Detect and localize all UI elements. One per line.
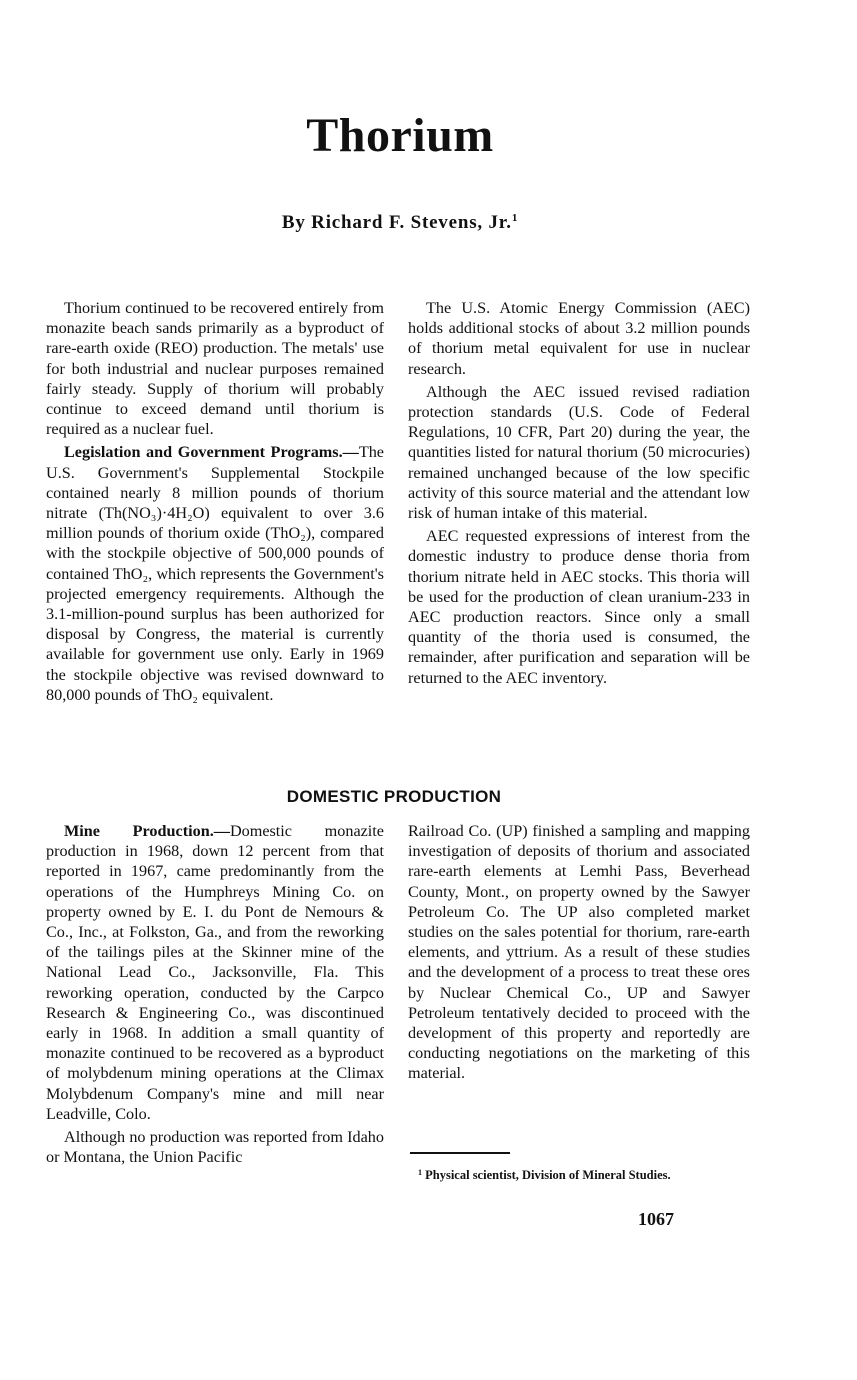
section-heading-domestic-production: DOMESTIC PRODUCTION — [286, 787, 502, 806]
aec-stocks-paragraph: The U.S. Atomic Energy Commission (AEC) holds additional stocks of about 3.2 million pounds of thorium metal equivalent for use in nuclear research. — [408, 299, 750, 378]
domestic-column-right — [408, 821, 750, 1087]
intro-paragraph-1: Thorium continued to be recovered entirely from monazite beach sands primarily as a byproduct of rare-earth oxide (REO) production. The metals' use for both industrial and nuclear purposes remained fairly steady. Supply of thorium will probably continue to exceed demand until thorium is required as a nuclear fuel. — [46, 299, 384, 439]
mine-production-heading: Mine Production.— — [64, 822, 230, 840]
intro-column-right — [408, 298, 750, 691]
domestic-column-left — [46, 821, 384, 1170]
footnote-rule — [410, 1152, 510, 1154]
byline-footnote-mark: 1 — [511, 212, 519, 224]
mine-production-paragraph — [46, 821, 384, 1124]
union-pacific-paragraph: Railroad Co. (UP) finished a sampling and mapping investigation of deposits of thorium and associated rare-earth elements at Lemhi Pass, Beverhead County, Mont., on property owned by the Sawyer Petroleum Co. The UP also completed market studies on the sales potential for thorium, rare-earth elements, and yttrium. As a result of these studies and the development of a process to treat these ores by Nuclear Chemical Co., UP and Sawyer Petroleum tentatively decided to proceed with the development of this property and reportedly are conducting negotiations on the marketing of this material. — [408, 822, 750, 1083]
radiation-standards-paragraph: Although the AEC issued revised radiation protection standards (U.S. Code of Federal Regulations, 10 CFR, Part 20) during the year, the quantities listed for natural thorium (50 microcuries) remained unchanged because of the low specific activity of this source material and the attendant low risk of human intake of this material. — [408, 382, 750, 523]
mine-production-body: Domestic monazite production in 1968, down 12 percent from that reported in 1967, came predominantly from the operations of the Humphreys Mining Co. on property owned by E. I. du Pont de Nemours & Co., Inc., at Folkston, Ga., and from the reworking of the tailings piles at the Skinner mine of the National Lead Co., Jacksonville, Fla. This reworking operation, conducted by the Carpco Research & Engineering Co., was discontinued early in 1968. In addition a small quantity of monazite continued to be recovered as a byproduct of molybdenum mining operations at the Climax Molybdenum Company's mine and mill near Leadville, Colo. — [46, 822, 384, 1123]
footnote-text: Physical scientist, Division of Mineral Studies. — [425, 1168, 671, 1182]
author-byline — [0, 212, 800, 234]
legislation-body: The U.S. Government's Supplemental Stockpile contained nearly 8 million pounds of thorium nitrate (Th(NO₃)·4H₂O) equivalent to over 3.6 million pounds of thorium oxide (ThO₂), compared with the stockpile objective of 500,000 pounds of contained ThO₂, which represents the Government's projected emergency requirements. Although the 3.1-million-pound surplus has been authorized for disposal by Congress, the material is currently available for government use only. Early in 1969 the stockpile objective was revised downward to 80,000 pounds of ThO₂ equivalent. — [46, 443, 384, 704]
idaho-montana-paragraph: Although no production was reported from Idaho or Montana, the Union Pacific — [46, 1128, 384, 1167]
legislation-heading: Legislation and Government Programs.— — [64, 443, 359, 462]
page-title: Thorium — [306, 109, 494, 162]
intro-column-left — [46, 298, 384, 708]
footnote-mark: 1 — [418, 1168, 422, 1177]
footnote — [418, 1168, 758, 1183]
page-number: 1067 — [638, 1209, 674, 1229]
author-name: By Richard F. Stevens, Jr. — [281, 212, 512, 233]
legislation-paragraph — [46, 442, 384, 705]
dense-thoria-paragraph: AEC requested expressions of interest from the domestic industry to produce dense thoria from thorium nitrate held in AEC stocks. This thoria will be used for the production of clean uranium-233 in AEC production reactors. Since only a small quantity of the thoria used is consumed, the remainder, after purification and separation will be returned to the AEC inventory. — [408, 527, 750, 687]
